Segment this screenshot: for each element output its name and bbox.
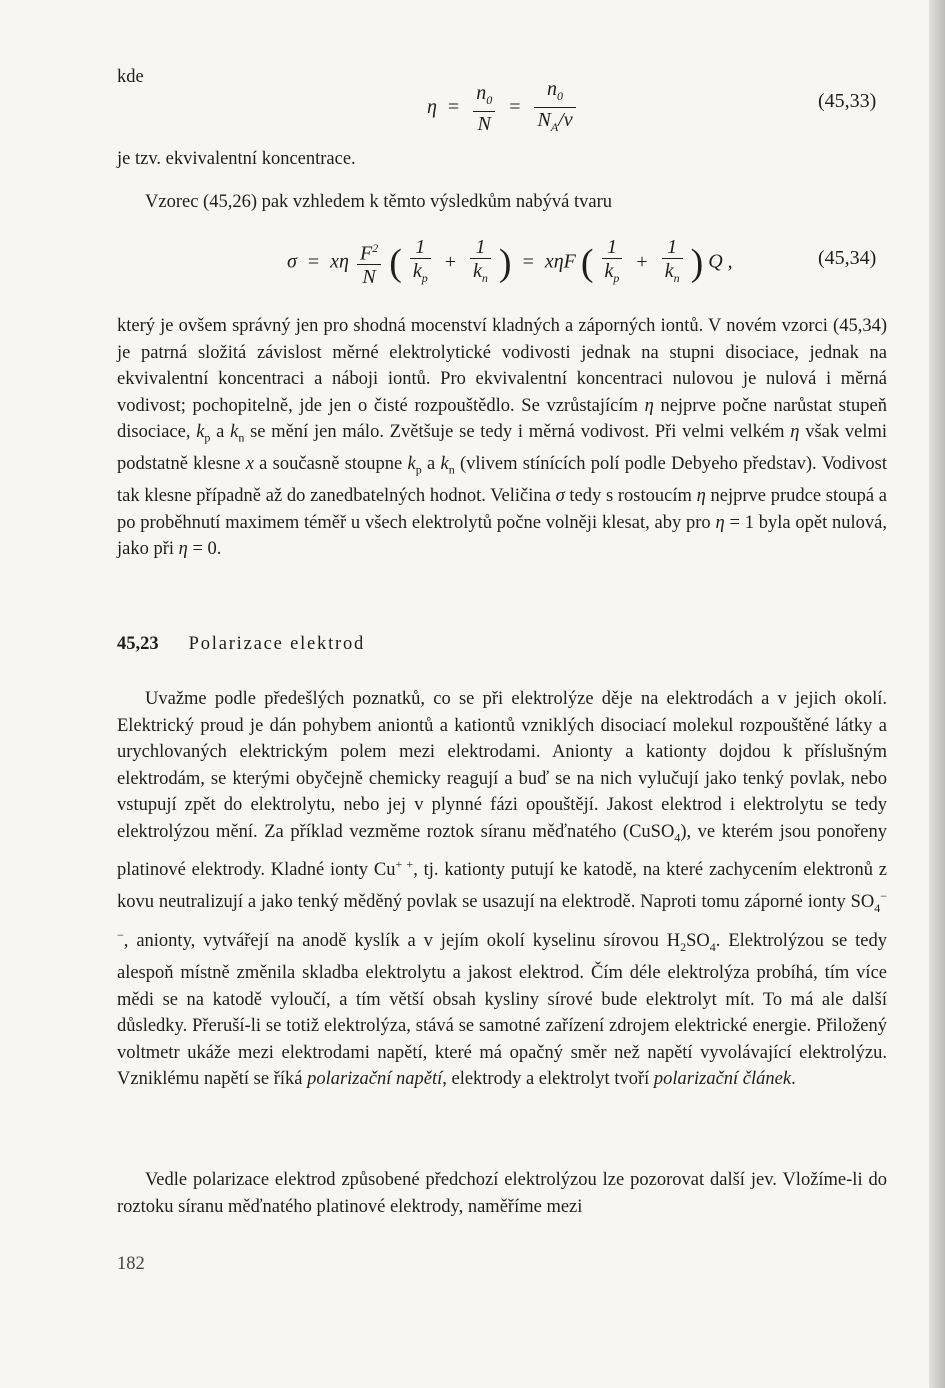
fraction-n0-over-N: $\frac{n_0}{N}$ xyxy=(473,82,495,136)
equation-number-45-34: (45,34) xyxy=(818,247,877,269)
paragraph-vedle-polarizace: Vedle polarizace elektrod způsobené předchozí elektrolýzou lze pozorovat další jev. Vložíme-li do roztoku síranu měďnatého platinové elektrody, naměříme mezi xyxy=(117,1170,887,1217)
paragraph-vodivost: který je ovšem správný jen pro shodná mocenství kladných a záporných iontů. V novém vzorci (45,34) je patrná složitá závislost měrné elektrolytické vodivosti jednak na stupni disociace, jednak na ekvivalentní koncentraci a náboji iontů. Pro ekvivalentní koncentraci nulovou je nulová i měrná vodivost; pochopitelně, jde jen o čisté rozpouštědlo. Se vzrůstajícím η nejprve počne narůstat stupeň disociace, $k_p$ a $k_n$ se mění jen málo. Zvětšuje se tedy i měrná vodivost. Při velmi velkém η však velmi podstatně klesne x a současně stoupne $k_p$ a $k_n$ (vlivem stínících polí podle Debyeho představ). Vodivost tak klesne případně až do zanedbatelných hodnot. Veličina σ tedy s rostoucím η nejprve prudce stoupá a po proběhnutí maximem téměř u všech elektrolytů počne volněji klesat, aby pro η = 1 byla opět nulová, jako při η = 0. xyxy=(117,316,888,560)
section-number: 45,23 xyxy=(117,634,159,654)
line-vzorec: Vzorec (45,26) pak vzhledem k těmto výsledkům nabývá tvaru xyxy=(145,192,612,212)
equation-45-34: σ = xη $\frac{F^2}{N}$ ( $\frac{1}{k_p}$ + $\frac{1}{k_n}$ ) = xηF ( $\frac{1}{k_p}$ + $\frac{1}{k_n}$ ) Q , xyxy=(287,236,733,289)
section-title: Polarizace elektrod xyxy=(188,634,366,654)
word-kde: kde xyxy=(117,67,144,87)
page-edge-shadow xyxy=(929,0,945,1388)
page-number: 182 xyxy=(117,1254,145,1274)
paragraph-polarizace: Uvažme podle předešlých poznatků, co se při elektrolýze děje na elektrodách a v jejich okolí. Elektrický proud je dán pohybem aniontů a kationtů vzniklých disociací molekul rozpouštěné látky a urychlovaných elektrickým polem mezi elektrodami. Anionty a kationty dojdou k příslušným elektrodám, se kterými obyčejně chemicky reagují a buď se na nich vylučují jako tenký povlak, nebo vstupují zpět do elektrolytu, nebo jej v plynné fázi opouštějí. Jakost elektrod i elektrolytu se tedy elektrolýzou mění. Za příklad vezměme roztok síranu měďnatého (CuSO$_4$), ve kterém jsou ponořeny platinové elektrody. Kladné ionty Cu+ +, tj. kationty putují ke katodě, na které zachycením elektronů z kovu neutralizují a jako tenký měděný povlak se usazují na elektrodě. Naproti tomu záporné ionty $SO_4^{- -}$, anionty, vytvářejí na anodě kyslík a v jejím okolí kyselinu sírovou $H_2SO_4$. Elektrolýzou se tedy alespoň místně změnila skladba elektrolytu a jakost elektrod. Čím déle elektrolýza probíhá, tím více mědi se na katodě vyloučí, a tím větší obsah kysliny sírové bude elektrolyt mít. To má ale další důsledky. Přeruší-li se totiž elektrolýza, stává se samotné zařízení zdrojem elektrické energie. Přiložený voltmetr ukáže mezi elektrodami napětí, které má opačný směr než napětí vyvolávající elektrolýzu. Vzniklému napětí se říká polarizační napětí, elektrody a elektrolyt tvoří polarizační článek. xyxy=(117,689,887,1090)
eta-symbol: η xyxy=(427,96,437,119)
fraction-F2-over-N: $\frac{F^2}{N}$ xyxy=(357,237,381,290)
equation-number-45-33: (45,33) xyxy=(818,90,877,112)
section-heading xyxy=(117,634,365,655)
equation-45-33: η = $\frac{n_0}{N}$ = $\frac{n_0}{N_A/v}$ xyxy=(427,78,579,139)
line-ekvivalentni-koncentrace: je tzv. ekvivalentní koncentrace. xyxy=(117,149,356,169)
fraction-n0-over-NA-v: $\frac{n_0}{N_A/v}$ xyxy=(534,78,575,139)
